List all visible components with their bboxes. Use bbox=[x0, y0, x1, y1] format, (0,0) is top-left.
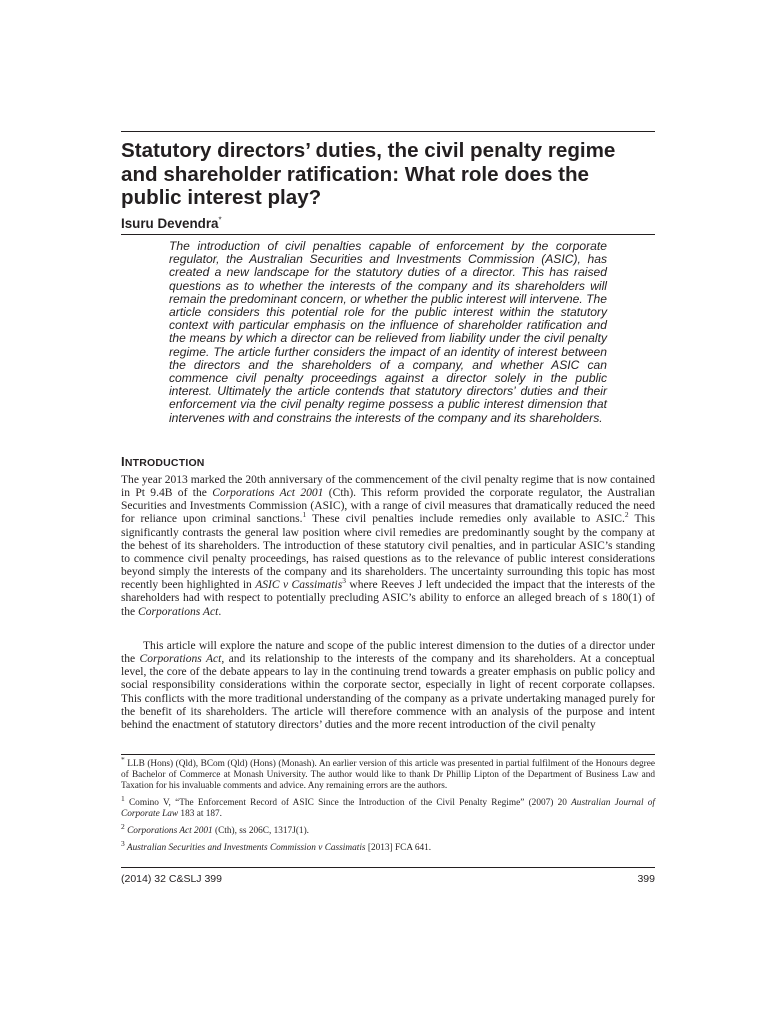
body-paragraph-2 bbox=[121, 640, 655, 732]
footnote-mark: 3 bbox=[121, 838, 125, 848]
footer-rule bbox=[121, 867, 655, 868]
section-heading-initial: I bbox=[121, 454, 125, 469]
journal-citation: (2014) 32 C&SLJ 399 bbox=[121, 873, 222, 885]
footnote-ref-1[interactable]: 1 bbox=[302, 510, 307, 520]
body-paragraph-1 bbox=[121, 474, 655, 619]
footnote-mark: * bbox=[121, 754, 125, 764]
footnote-text: [2013] FCA 641. bbox=[365, 843, 432, 853]
footnote-1 bbox=[121, 793, 656, 820]
paragraph-text: , and its relationship to the interests of the company and its shareholders. At a conceptual level, the core of the debate appears to lay in the continuing trend towards a greater emphasis on public policy and social responsibility considerations within the corporate sector, especially in light of recent corporate collapses. This conflicts with the more traditional understanding of the company as a private undertaking managed purely for the benefit of its shareholders. The article will therefore commence with an analysis of the purpose and intent behind the enactment of statutory directors’ duties and the more recent introduction of the civil penalty bbox=[121, 653, 655, 731]
article-title: Statutory directors’ duties, the civil penalty regime and shareholder ratification: What role does the public interest play? bbox=[121, 139, 616, 209]
footnote-mark: 2 bbox=[121, 821, 125, 831]
journal-title: Australian Journal of Corporate Law bbox=[121, 798, 656, 820]
footnote-text: Comino V, “The Enforcement Record of ASIC Since the Introduction of the Civil Penalty Regime” (2007) 20 bbox=[124, 798, 572, 808]
act-title: Corporations Act 2001 bbox=[212, 487, 324, 500]
footnote-text: (Cth), ss 206C, 1317J(1). bbox=[212, 826, 309, 836]
footnote-text: 183 at 187. bbox=[178, 809, 222, 820]
act-title: Corporations Act 2001 bbox=[124, 826, 213, 836]
paragraph-text: . bbox=[218, 605, 222, 618]
paragraph-text: (Cth). This reform provided the corporate regulator, the Australian Securities and Investments Commission (ASIC), with a range of civil measures that dramatically reduced the need for reliance upon criminal sanctions. bbox=[121, 487, 655, 526]
paragraph-text: where Reeves J left undecided the impact that the interests of the shareholders had with respect to potentially precluding ASIC’s ability to enforce an alleged breach of s 180(1) of the bbox=[121, 579, 656, 618]
footnote-text: LLB (Hons) (Qld), BCom (Qld) (Hons) (Monash). An earlier version of this article was presented in partial fulfilment of the Honours degree of Bachelor of Commerce at Monash University. The author would like to thank Dr Phillip Lipton of the Department of Business Law and Taxation for his invaluable comments and advice. Any remaining errors are the authors. bbox=[121, 759, 655, 792]
top-rule bbox=[121, 131, 655, 132]
footnote-3 bbox=[121, 838, 655, 854]
paragraph-text: This article will explore the nature and scope of the public interest dimension to the duties of a director under the bbox=[121, 640, 655, 666]
footnote-mark: 1 bbox=[121, 793, 125, 803]
footnote-author bbox=[121, 754, 655, 792]
author-note-mark[interactable]: * bbox=[218, 215, 222, 225]
paragraph-text: These civil penalties include remedies only available to ASIC. bbox=[306, 513, 625, 526]
paragraph-text: This significantly contrasts the general law position where civil remedies are predominantly sought by the company at the behest of its shareholders. The introduction of these statutory civil penalties, and in particular ASIC’s standing to commence civil penalty proceedings, has raised questions as to the relevance of public interest considerations beyond simply the interests of the company and its shareholders. The uncertainty surrounding this topic has most recently been highlighted in bbox=[121, 513, 655, 592]
page-number: 399 bbox=[637, 873, 655, 885]
author-line bbox=[121, 216, 222, 232]
author-name: Isuru Devendra bbox=[121, 216, 219, 231]
footnote-ref-3[interactable]: 3 bbox=[342, 576, 346, 586]
case-name: Australian Securities and Investments Commission v Cassimatis bbox=[124, 843, 366, 853]
footnote-rule bbox=[121, 754, 655, 755]
footnote-2 bbox=[121, 821, 655, 837]
abstract: The introduction of civil penalties capable of enforcement by the corporate regulator, the Australian Securities and Investments Commission (ASIC), has created a new landscape for the statutory duties of a director. This has raised questions as to whether the interests of the company and its shareholders will remain the predominant concern, or whether the public interest will intervene. The article considers this potential role for the public interest within the statutory context with particular emphasis on the influence of shareholder ratification and the means by which a director can be relieved from liability under the civil penalty regime. The article further considers the impact of an identity of interest between the directors and the shareholders of a company, and whether ASIC can commence civil penalty proceedings against a director solely in the public interest. Ultimately the article contends that statutory directors’ duties and their enforcement via the civil penalty regime possess a public interest dimension that intervenes with and constrains the interests of the company and its shareholders. bbox=[169, 239, 607, 425]
section-heading-rest: NTRODUCTION bbox=[124, 457, 205, 469]
paragraph-text: The year 2013 marked the 20th anniversary of the commencement of the civil penalty regime that is now contained in Pt 9.4B of the bbox=[121, 474, 655, 500]
section-heading-introduction bbox=[121, 454, 205, 471]
footnote-ref-2[interactable]: 2 bbox=[624, 510, 629, 520]
case-name: ASIC v Cassimatis bbox=[255, 579, 343, 592]
author-rule bbox=[121, 234, 655, 235]
article-page bbox=[121, 0, 655, 1024]
act-title: Corporations Act bbox=[139, 653, 222, 666]
act-title: Corporations Act bbox=[138, 605, 219, 618]
